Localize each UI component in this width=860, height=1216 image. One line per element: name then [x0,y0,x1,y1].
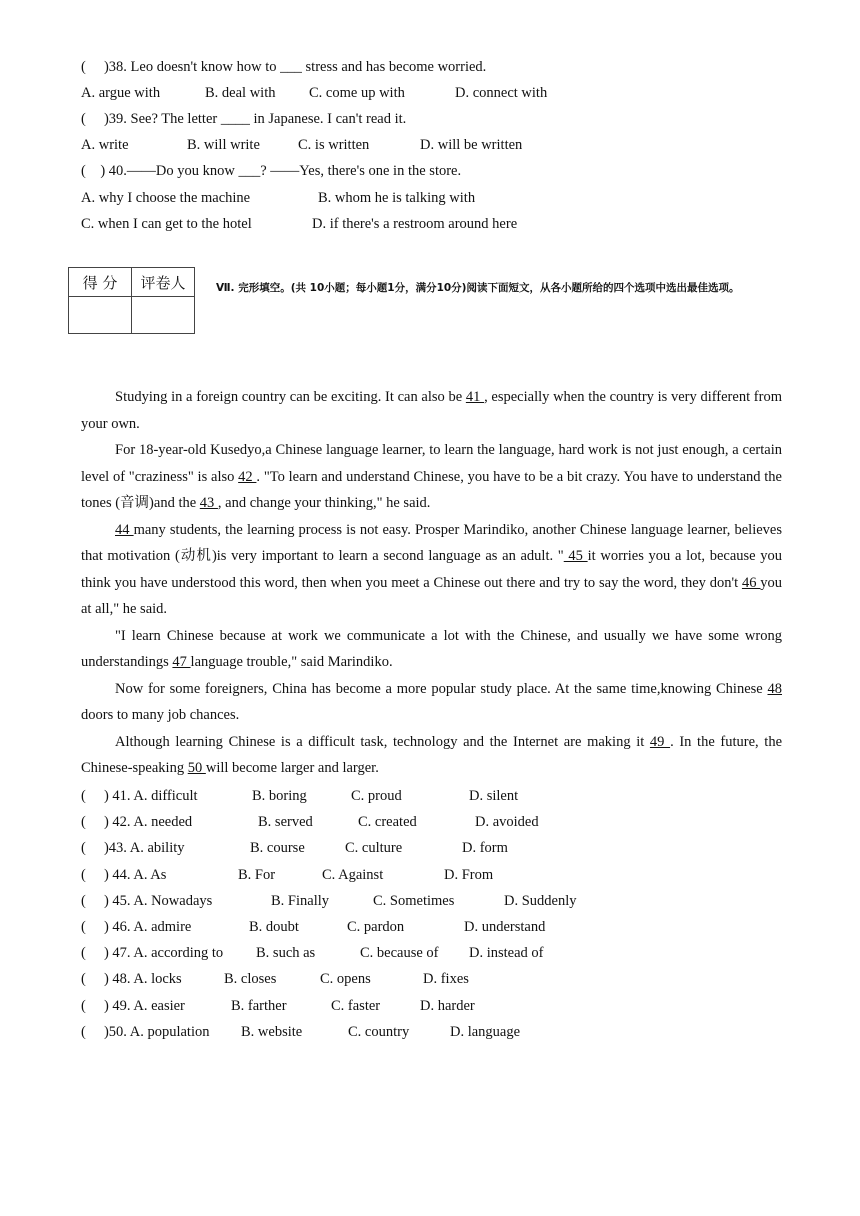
score-header: 得 分 [69,268,132,297]
choice-49-option-a: ( ) 49. A. easier [81,997,185,1014]
question-39-stem: ( )39. See? The letter ____ in Japanese. I can't read it. [81,111,407,127]
choice-47-option-a: ( ) 47. A. according to [81,945,224,962]
choice-41-option-b: B. boring [252,788,307,804]
blank-41: 41 [465,389,485,405]
choice-45-option-a: ( ) 45. A. Nowadays [81,892,213,909]
choice-46-option-b: B. doubt [249,919,299,935]
choice-50-option-a: ( )50. A. population [81,1023,210,1040]
choice-44-option-b: B. For [238,866,276,883]
question-39-option-c: C. is written [298,137,370,153]
blank-44: 44 [115,521,134,538]
question-40-option-a: A. why I choose the machine [81,190,251,206]
blank-48: 48 [767,680,782,697]
question-38-option-a: A. argue with [81,85,161,101]
choice-49-option-c: C. faster [331,997,381,1014]
question-38-option-b: B. deal with [205,85,276,101]
choice-43-option-c: C. culture [345,840,403,857]
blank-50: 50 [187,760,206,776]
question-39-option-a: A. write [81,137,129,153]
grader-cell [132,297,195,334]
choice-50-option-c: C. country [348,1023,410,1040]
question-40-option-b: B. whom he is talking with [318,190,476,206]
choice-45-option-d: D. Suddenly [504,892,577,909]
passage-paragraph-2: For 18-year-old Kusedyo,a Chinese language learner, to learn the language, hard work is not just enough, a certain level of "craziness" is also 42 . "To learn and understand Chinese, you have to be a bit crazy. You have to understand the tones (音调)and the 43 , and change your thinking," he said. [81,442,782,511]
question-40-option-c: C. when I can get to the hotel [81,216,252,232]
choice-41-option-a: ( ) 41. A. difficult [81,788,198,804]
question-39-option-b: B. will write [187,137,260,153]
choice-41-option-d: D. silent [469,788,519,804]
blank-46: 46 [741,574,761,591]
cloze-passage [81,384,782,782]
choice-45-option-c: C. Sometimes [373,892,455,909]
choice-42-option-a: ( ) 42. A. needed [81,814,193,831]
choice-50-option-d: D. language [450,1023,521,1040]
choice-46-option-a: ( ) 46. A. admire [81,919,192,935]
question-40-stem: ( ) 40.——Do you know ___? ——Yes, there's one in the store. [81,163,462,179]
question-38-option-c: C. come up with [309,85,405,101]
passage-paragraph-6: Although learning Chinese is a difficult task, technology and the Internet are making it 49 . In the future, the Chinese-speaking 50 will become larger and larger. [81,733,783,776]
choice-44-option-a: ( ) 44. A. As [81,866,167,883]
section-title: Ⅶ. 完形填空。(共 10小题；每小题1分，满分10分)阅读下面短文，从各小题所给的四个选项中选出最佳选项。 [216,282,740,294]
blank-47: 47 [172,654,191,670]
choice-47-option-b: B. such as [256,945,316,962]
question-38-stem: ( )38. Leo doesn't know how to ___ stress and has become worried. [81,59,487,75]
passage-paragraph-4: "I learn Chinese because at work we communicate a lot with the Chinese, and usually we have some wrong understandings 47 language trouble," said Marindiko. [81,627,782,670]
choice-49-option-d: D. harder [420,997,475,1014]
score-table [68,267,195,334]
passage-paragraph-5: Now for some foreigners, China has become a more popular study place. At the same time,knowing Chinese 48 doors to many job chances. [81,680,782,723]
choice-46-option-c: C. pardon [347,919,405,935]
grader-header: 评卷人 [132,268,195,297]
choice-48-option-b: B. closes [224,971,277,988]
choice-41-option-c: C. proud [351,788,402,804]
blank-45: 45 [563,548,588,564]
choice-44-option-d: D. From [444,866,494,883]
blank-43: 43 [199,495,218,511]
choice-47-option-d: D. instead of [469,945,544,962]
choice-45-option-b: B. Finally [271,892,330,909]
blank-49: 49 [649,733,671,750]
choice-47-option-c: C. because of [360,945,439,962]
choice-42-option-b: B. served [258,814,313,831]
choice-49-option-b: B. farther [231,997,287,1014]
choice-43-option-a: ( )43. A. ability [81,840,185,857]
question-39-option-d: D. will be written [420,137,523,153]
choice-48-option-a: ( ) 48. A. locks [81,971,182,988]
choice-48-option-d: D. fixes [423,971,469,988]
choice-50-option-b: B. website [241,1023,303,1040]
choice-43-option-b: B. course [250,840,305,857]
blank-42: 42 [238,468,257,485]
choice-42-option-d: D. avoided [475,814,539,831]
choice-48-option-c: C. opens [320,971,371,988]
choice-42-option-c: C. created [358,814,417,831]
choice-43-option-d: D. form [462,840,508,857]
question-40-option-d: D. if there's a restroom around here [312,216,518,232]
passage-paragraph-3: 44 many students, the learning process is not easy. Prosper Marindiko, another Chinese language learner, believes that motivation (动机)is very important to learn a second language as an adult. " 45 it worries you a lot, because you think you have understood this word, then when you meet a Chinese out there and try to say the word, they don't 46 you at all," he said. [81,521,783,617]
choice-44-option-c: C. Against [322,866,384,883]
question-38-option-d: D. connect with [455,85,548,101]
score-cell [69,297,132,334]
choice-46-option-d: D. understand [464,919,546,935]
passage-paragraph-1: Studying in a foreign country can be exciting. It can also be 41 , especially when the country is very different from your own. [81,389,782,432]
